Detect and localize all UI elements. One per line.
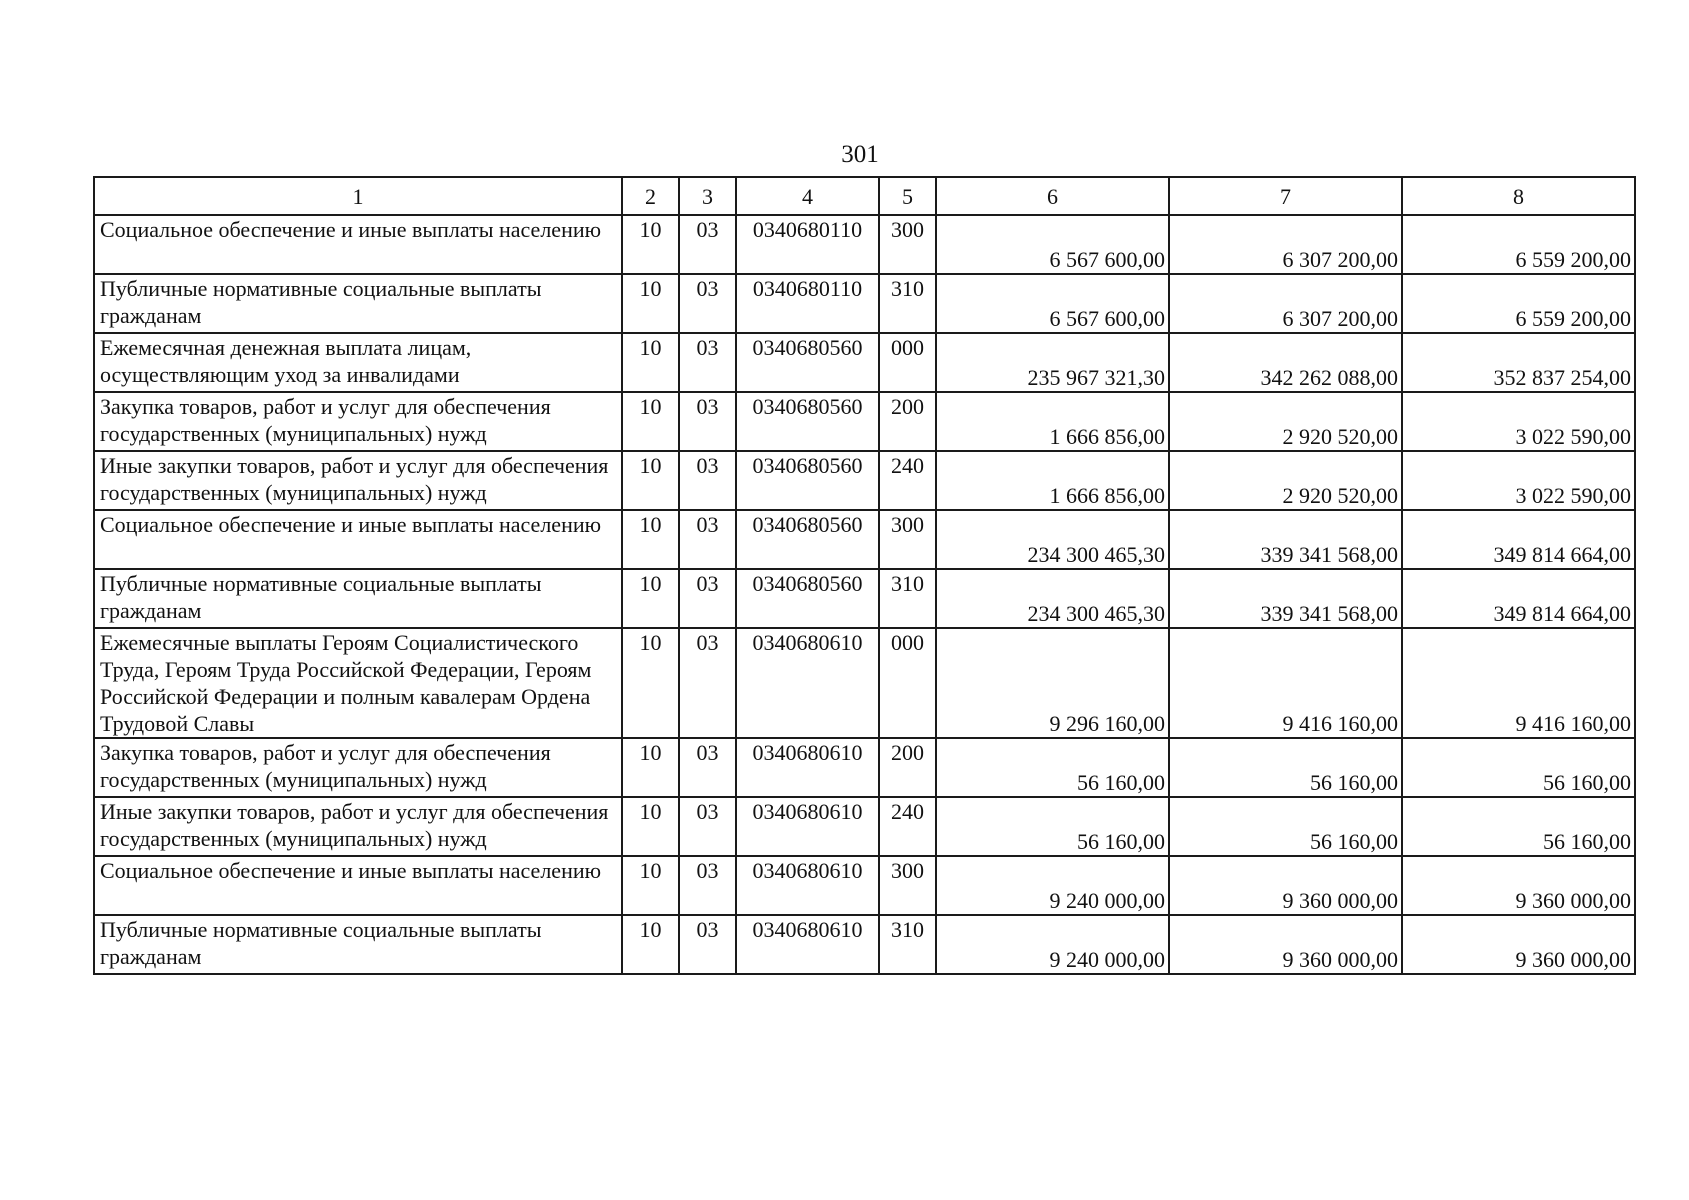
subsection-code: 03 [679, 451, 736, 510]
header-row [94, 177, 1635, 215]
subsection-code: 03 [679, 797, 736, 856]
amount-col-7: 339 341 568,00 [1169, 510, 1402, 569]
item-name: Социальное обеспечение и иные выплаты населению [94, 215, 622, 274]
subsection-code: 03 [679, 510, 736, 569]
item-name: Иные закупки товаров, работ и услуг для обеспечения государственных (муниципальных) нужд [94, 797, 622, 856]
table-row [94, 451, 1635, 510]
table-row [94, 797, 1635, 856]
table-row [94, 628, 1635, 738]
column-header: 6 [936, 177, 1169, 215]
table-row [94, 215, 1635, 274]
item-name: Иные закупки товаров, работ и услуг для обеспечения государственных (муниципальных) нужд [94, 451, 622, 510]
section-code: 10 [622, 274, 679, 333]
amount-col-6: 1 666 856,00 [936, 451, 1169, 510]
table-row [94, 915, 1635, 974]
section-code: 10 [622, 628, 679, 738]
section-code: 10 [622, 510, 679, 569]
amount-col-6: 56 160,00 [936, 797, 1169, 856]
subsection-code: 03 [679, 274, 736, 333]
section-code: 10 [622, 392, 679, 451]
expense-type-code: 240 [879, 797, 936, 856]
column-header: 5 [879, 177, 936, 215]
amount-col-7: 9 360 000,00 [1169, 915, 1402, 974]
amount-col-7: 342 262 088,00 [1169, 333, 1402, 392]
item-name: Закупка товаров, работ и услуг для обеспечения государственных (муниципальных) нужд [94, 392, 622, 451]
expense-type-code: 310 [879, 274, 936, 333]
amount-col-7: 2 920 520,00 [1169, 451, 1402, 510]
table-row [94, 569, 1635, 628]
expense-type-code: 310 [879, 569, 936, 628]
amount-col-8: 3 022 590,00 [1402, 451, 1635, 510]
table-row [94, 856, 1635, 915]
expense-type-code: 000 [879, 333, 936, 392]
target-article-code: 0340680610 [736, 738, 879, 797]
target-article-code: 0340680560 [736, 510, 879, 569]
page-number: 301 [841, 141, 879, 168]
target-article-code: 0340680110 [736, 274, 879, 333]
amount-col-6: 1 666 856,00 [936, 392, 1169, 451]
amount-col-8: 9 416 160,00 [1402, 628, 1635, 738]
item-name: Социальное обеспечение и иные выплаты населению [94, 510, 622, 569]
column-header: 7 [1169, 177, 1402, 215]
table-body [94, 215, 1635, 974]
amount-col-8: 56 160,00 [1402, 797, 1635, 856]
item-name: Закупка товаров, работ и услуг для обеспечения государственных (муниципальных) нужд [94, 738, 622, 797]
section-code: 10 [622, 333, 679, 392]
subsection-code: 03 [679, 738, 736, 797]
item-name: Ежемесячные выплаты Героям Социалистического Труда, Героям Труда Российской Федерации, Героям Российской Федерации и полным кавалерам Ордена Трудовой Славы [94, 628, 622, 738]
amount-col-6: 235 967 321,30 [936, 333, 1169, 392]
expense-type-code: 300 [879, 215, 936, 274]
item-name: Социальное обеспечение и иные выплаты населению [94, 856, 622, 915]
amount-col-6: 9 240 000,00 [936, 915, 1169, 974]
section-code: 10 [622, 215, 679, 274]
subsection-code: 03 [679, 915, 736, 974]
amount-col-8: 9 360 000,00 [1402, 856, 1635, 915]
column-header: 3 [679, 177, 736, 215]
amount-col-6: 56 160,00 [936, 738, 1169, 797]
table-row [94, 333, 1635, 392]
amount-col-7: 6 307 200,00 [1169, 215, 1402, 274]
amount-col-6: 234 300 465,30 [936, 510, 1169, 569]
column-header: 4 [736, 177, 879, 215]
section-code: 10 [622, 569, 679, 628]
amount-col-8: 349 814 664,00 [1402, 510, 1635, 569]
amount-col-6: 6 567 600,00 [936, 215, 1169, 274]
expense-type-code: 300 [879, 856, 936, 915]
item-name: Ежемесячная денежная выплата лицам, осуществляющим уход за инвалидами [94, 333, 622, 392]
subsection-code: 03 [679, 628, 736, 738]
item-name: Публичные нормативные социальные выплаты гражданам [94, 274, 622, 333]
amount-col-8: 3 022 590,00 [1402, 392, 1635, 451]
amount-col-7: 9 360 000,00 [1169, 856, 1402, 915]
amount-col-8: 349 814 664,00 [1402, 569, 1635, 628]
table-row [94, 392, 1635, 451]
amount-col-7: 2 920 520,00 [1169, 392, 1402, 451]
amount-col-7: 339 341 568,00 [1169, 569, 1402, 628]
expense-type-code: 200 [879, 738, 936, 797]
section-code: 10 [622, 856, 679, 915]
target-article-code: 0340680610 [736, 856, 879, 915]
amount-col-7: 6 307 200,00 [1169, 274, 1402, 333]
target-article-code: 0340680560 [736, 569, 879, 628]
expense-type-code: 300 [879, 510, 936, 569]
amount-col-8: 6 559 200,00 [1402, 274, 1635, 333]
amount-col-8: 352 837 254,00 [1402, 333, 1635, 392]
expense-type-code: 240 [879, 451, 936, 510]
amount-col-7: 56 160,00 [1169, 738, 1402, 797]
table-row [94, 274, 1635, 333]
budget-table [93, 176, 1636, 975]
target-article-code: 0340680560 [736, 333, 879, 392]
amount-col-7: 9 416 160,00 [1169, 628, 1402, 738]
amount-col-6: 234 300 465,30 [936, 569, 1169, 628]
table-row [94, 510, 1635, 569]
subsection-code: 03 [679, 569, 736, 628]
item-name: Публичные нормативные социальные выплаты гражданам [94, 569, 622, 628]
target-article-code: 0340680610 [736, 915, 879, 974]
expense-type-code: 310 [879, 915, 936, 974]
expense-type-code: 000 [879, 628, 936, 738]
amount-col-8: 6 559 200,00 [1402, 215, 1635, 274]
amount-col-6: 6 567 600,00 [936, 274, 1169, 333]
column-header: 1 [94, 177, 622, 215]
item-name: Публичные нормативные социальные выплаты гражданам [94, 915, 622, 974]
column-header: 2 [622, 177, 679, 215]
expense-type-code: 200 [879, 392, 936, 451]
section-code: 10 [622, 915, 679, 974]
amount-col-6: 9 296 160,00 [936, 628, 1169, 738]
column-header: 8 [1402, 177, 1635, 215]
subsection-code: 03 [679, 392, 736, 451]
amount-col-8: 56 160,00 [1402, 738, 1635, 797]
target-article-code: 0340680110 [736, 215, 879, 274]
table-row [94, 738, 1635, 797]
amount-col-8: 9 360 000,00 [1402, 915, 1635, 974]
section-code: 10 [622, 451, 679, 510]
target-article-code: 0340680610 [736, 628, 879, 738]
target-article-code: 0340680560 [736, 451, 879, 510]
target-article-code: 0340680560 [736, 392, 879, 451]
target-article-code: 0340680610 [736, 797, 879, 856]
subsection-code: 03 [679, 215, 736, 274]
subsection-code: 03 [679, 856, 736, 915]
subsection-code: 03 [679, 333, 736, 392]
section-code: 10 [622, 797, 679, 856]
amount-col-6: 9 240 000,00 [936, 856, 1169, 915]
amount-col-7: 56 160,00 [1169, 797, 1402, 856]
section-code: 10 [622, 738, 679, 797]
